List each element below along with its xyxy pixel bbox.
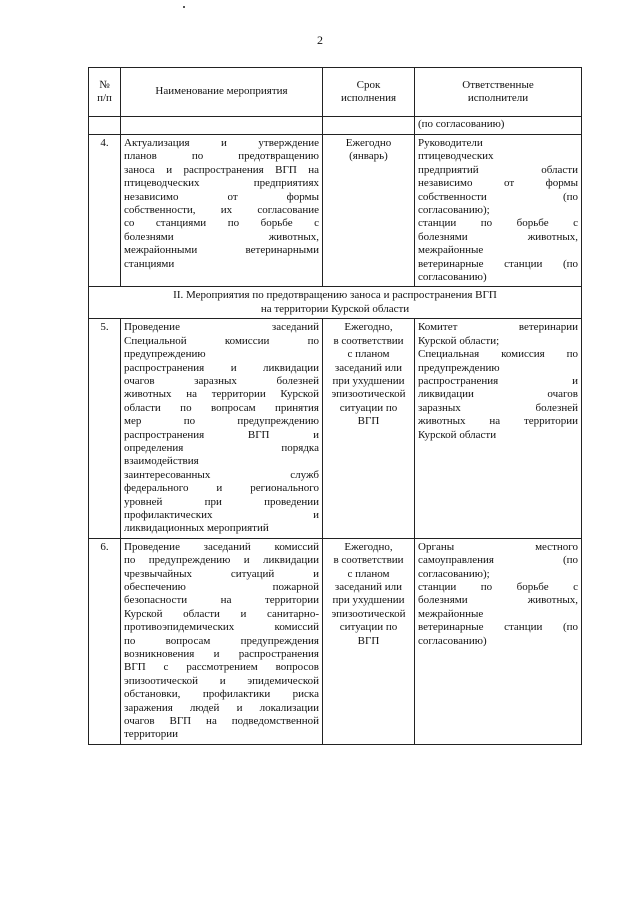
row-4-resp: Руководители птицеводческих предприятий области независимо от формы собственности (по согласованию); станции по борьбе с болезнями животных, межрайонные ветеринарные станции (по согласованию) [415,135,582,287]
header-term: Срок исполнения [323,68,415,117]
row-6-term: Ежегодно, в соответствии с планом заседаний или при ухудшении эпизоотической ситуации по ВГП [323,538,415,744]
header-num: № п/п [89,68,121,117]
table-row-continuation [89,117,582,135]
section-row [89,287,582,319]
continuation-resp: (по согласованию) [415,117,582,135]
table-row [89,135,582,287]
row-4-num: 4. [89,135,121,287]
table-header-row [89,68,582,117]
header-resp: Ответственные исполнители [415,68,582,117]
page-number: 2 [317,33,323,47]
row-6-resp: Органы местного самоуправления (по согласованию); станции по борьбе с болезнями животных, межрайонные ветеринарные станции (по согласованию) [415,538,582,744]
row-5-resp: Комитет ветеринарии Курской области; Специальная комиссия по предупреждению распространения и ликвидации очагов заразных болезней животных на территории Курской области [415,319,582,539]
row-4-name: Актуализация и утверждение планов по предотвращению заноса и распространения ВГП на птицеводческих предприятиях независимо от формы собственности, их согласование со станциями по борьбе с болезнями животных, межрайонными ветеринарными станциями [121,135,323,287]
row-6-name: Проведение заседаний комиссий по предупреждению и ликвидации чрезвычайных ситуаций и обеспечению пожарной безопасности на территории Курской области и санитарно- противоэпидемических комиссий по вопросам предупреждения возникновения и распространения ВГП с рассмотрением вопросов эпизоотической и эпидемической обстановки, профилактики риска заражения людей и локализации очагов ВГП на подведомственной территории [121,538,323,744]
row-4-term: Ежегодно (январь) [323,135,415,287]
table-row [89,319,582,539]
scan-speck [183,6,185,8]
section-title: II. Мероприятия по предотвращению заноса и распространения ВГП на территории Курской области [89,287,582,319]
row-5-term: Ежегодно, в соответствии с планом заседаний или при ухудшении эпизоотической ситуации по ВГП [323,319,415,539]
table-row [89,538,582,744]
row-6-num: 6. [89,538,121,744]
header-name: Наименование мероприятия [121,68,323,117]
measures-table [88,67,582,745]
row-5-num: 5. [89,319,121,539]
row-5-name: Проведение заседаний Специальной комиссии по предупреждению распространения и ликвидации очагов заразных болезней животных на территории Курской области по вопросам принятия мер по предупреждению распространения ВГП и определения порядка взаимодействия заинтересованных служб федерального и регионального уровней при проведении профилактических и ликвидационных мероприятий [121,319,323,539]
